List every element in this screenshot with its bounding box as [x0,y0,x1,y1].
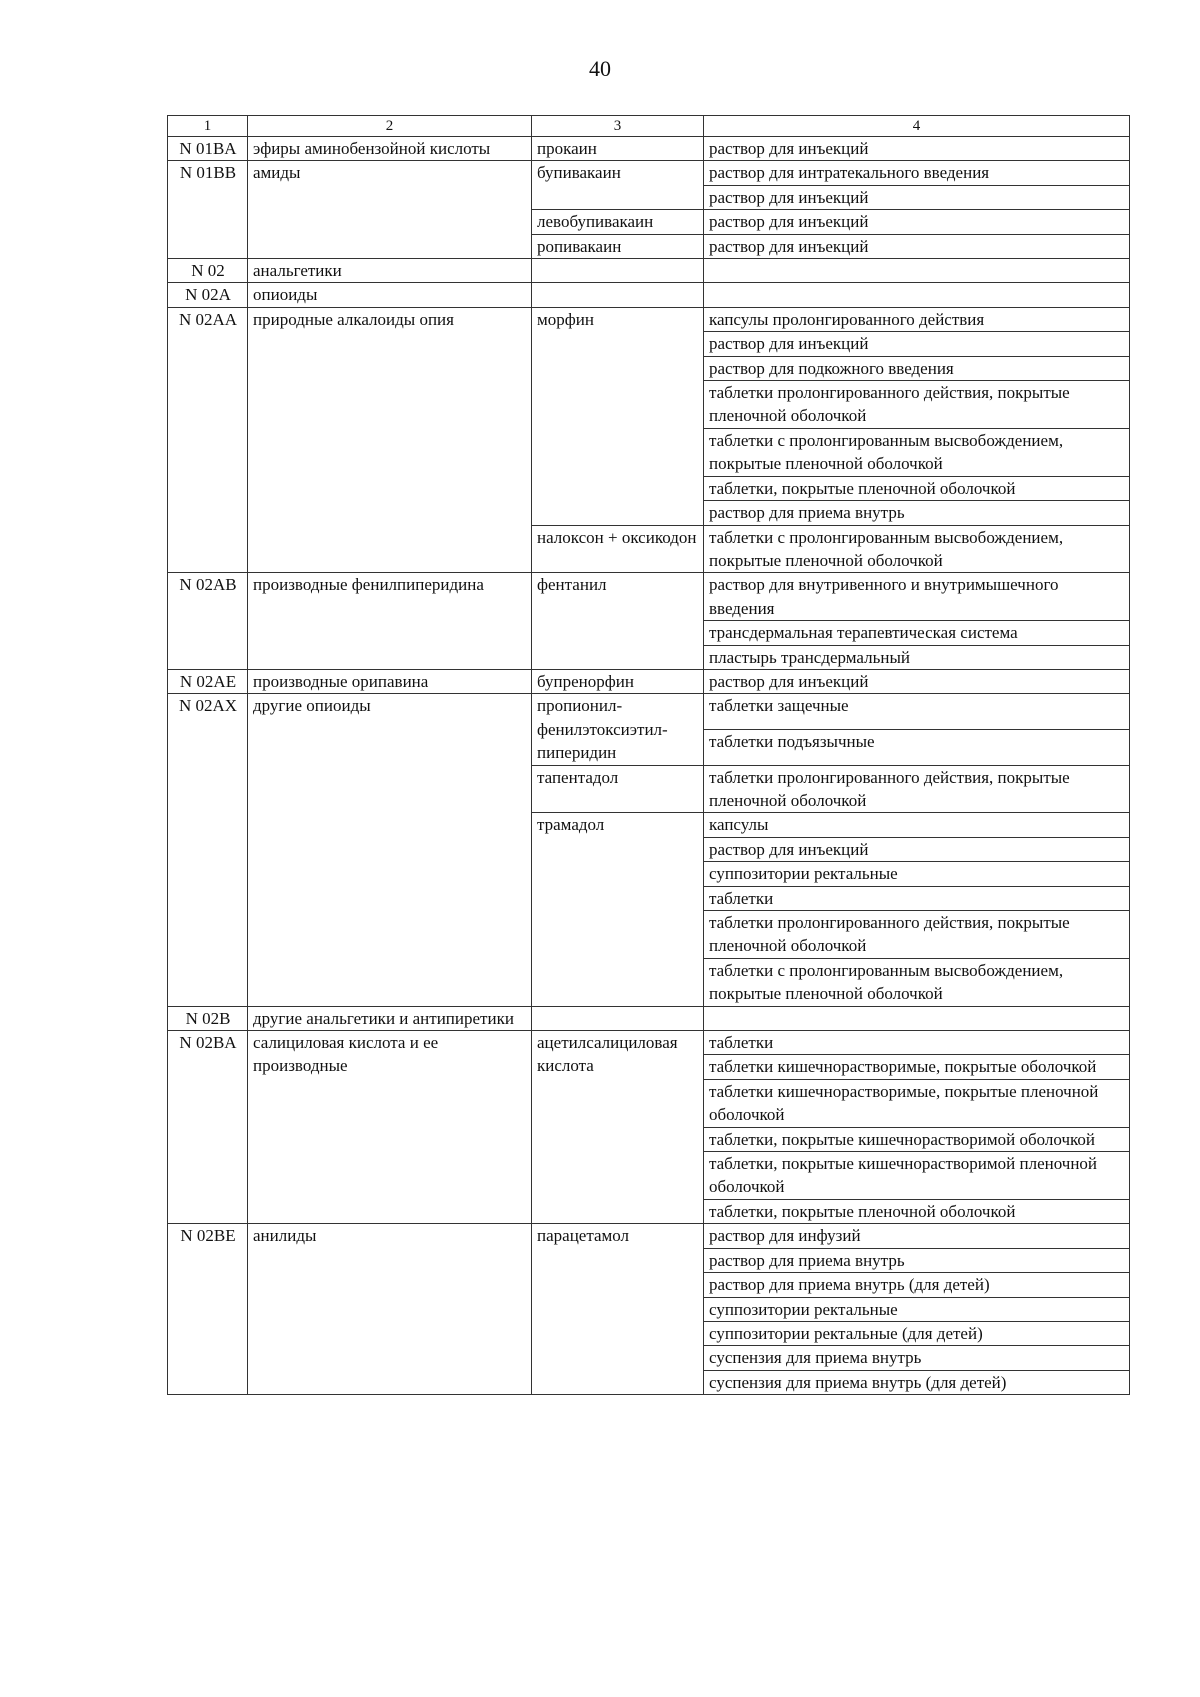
dosage-form-cell: таблетки [704,886,1130,910]
dosage-form-cell: раствор для инфузий [704,1224,1130,1248]
dosage-form-cell: таблетки подъязычные [704,729,1130,765]
atc-code-cell: N 01BA [168,137,248,161]
atc-code-cell: N 02BA [168,1031,248,1224]
header-row [168,116,1130,137]
drug-table [167,115,1130,1395]
dosage-form-cell: капсулы пролонгированного действия [704,307,1130,331]
dosage-form-cell: раствор для инъекций [704,185,1130,209]
dosage-form-cell: раствор для инъекций [704,332,1130,356]
table-row [168,1006,1130,1030]
group-name-cell: эфиры аминобензойной кислоты [248,137,532,161]
drug-name-cell: тапентадол [532,765,704,813]
dosage-form-cell: суппозитории ректальные [704,862,1130,886]
table-row [168,573,1130,621]
atc-code-cell: N 02A [168,283,248,307]
group-name-cell: салициловая кислота и ее производные [248,1031,532,1224]
drug-name-cell [532,1006,704,1030]
table-row [168,283,1130,307]
dosage-form-cell: раствор для приема внутрь [704,1248,1130,1272]
drug-name-cell: пропионил-фенилэтоксиэтил-пиперидин [532,694,704,765]
drug-name-cell: налоксон + оксикодон [532,525,704,573]
table-row [168,161,1130,185]
table-row [168,137,1130,161]
dosage-form-cell: таблетки с пролонгированным высвобождением, покрытые пленочной оболочкой [704,428,1130,476]
atc-code-cell: N 01BB [168,161,248,259]
group-name-cell: анальгетики [248,259,532,283]
drug-name-cell: бупренорфин [532,669,704,693]
dosage-form-cell: раствор для внутривенного и внутримышечного введения [704,573,1130,621]
drug-name-cell: трамадол [532,813,704,1006]
dosage-form-cell: раствор для инъекций [704,669,1130,693]
group-name-cell: производные орипавина [248,669,532,693]
group-name-cell: другие анальгетики и антипиретики [248,1006,532,1030]
dosage-form-cell: раствор для инъекций [704,234,1130,258]
dosage-form-cell: суспензия для приема внутрь (для детей) [704,1370,1130,1394]
dosage-form-cell: раствор для инъекций [704,837,1130,861]
dosage-form-cell [704,259,1130,283]
dosage-form-cell: таблетки с пролонгированным высвобождением, покрытые пленочной оболочкой [704,525,1130,573]
atc-code-cell: N 02AA [168,307,248,572]
dosage-form-cell [704,283,1130,307]
column-header: 4 [704,116,1130,137]
dosage-form-cell: таблетки, покрытые пленочной оболочкой [704,476,1130,500]
dosage-form-cell: раствор для приема внутрь (для детей) [704,1273,1130,1297]
atc-code-cell: N 02AE [168,669,248,693]
dosage-form-cell: суспензия для приема внутрь [704,1346,1130,1370]
dosage-form-cell: раствор для инъекций [704,137,1130,161]
dosage-form-cell: раствор для подкожного введения [704,356,1130,380]
group-name-cell: другие опиоиды [248,694,532,1006]
dosage-form-cell: раствор для приема внутрь [704,501,1130,525]
dosage-form-cell: раствор для интратекального введения [704,161,1130,185]
dosage-form-cell: таблетки кишечнорастворимые, покрытые оболочкой [704,1055,1130,1079]
group-name-cell: опиоиды [248,283,532,307]
atc-code-cell: N 02BE [168,1224,248,1395]
table-row [168,669,1130,693]
drug-name-cell: левобупивакаин [532,210,704,234]
dosage-form-cell: пластырь трансдермальный [704,645,1130,669]
drug-name-cell [532,259,704,283]
dosage-form-cell: таблетки пролонгированного действия, покрытые пленочной оболочкой [704,381,1130,429]
table-row [168,1224,1130,1248]
drug-name-cell: прокаин [532,137,704,161]
drug-name-cell: ропивакаин [532,234,704,258]
dosage-form-cell: трансдермальная терапевтическая система [704,621,1130,645]
dosage-form-cell: таблетки, покрытые кишечнорастворимой пленочной оболочкой [704,1152,1130,1200]
drug-name-cell: фентанил [532,573,704,670]
dosage-form-cell: суппозитории ректальные [704,1297,1130,1321]
page-number: 40 [589,56,611,81]
dosage-form-cell: таблетки, покрытые кишечнорастворимой оболочкой [704,1127,1130,1151]
column-header: 3 [532,116,704,137]
atc-code-cell: N 02AB [168,573,248,670]
drug-name-cell: бупивакаин [532,161,704,210]
dosage-form-cell: таблетки с пролонгированным высвобождением, покрытые пленочной оболочкой [704,958,1130,1006]
group-name-cell: амиды [248,161,532,259]
drug-name-cell [532,283,704,307]
dosage-form-cell: таблетки защечные [704,694,1130,730]
drug-name-cell: морфин [532,307,704,525]
dosage-form-cell [704,1006,1130,1030]
drug-name-cell: парацетамол [532,1224,704,1395]
column-header: 1 [168,116,248,137]
table-body [168,116,1130,1395]
atc-code-cell: N 02B [168,1006,248,1030]
column-header: 2 [248,116,532,137]
table-row [168,1031,1130,1055]
dosage-form-cell: раствор для инъекций [704,210,1130,234]
table-row [168,694,1130,730]
dosage-form-cell: таблетки пролонгированного действия, покрытые пленочной оболочкой [704,765,1130,813]
dosage-form-cell: таблетки [704,1031,1130,1055]
drug-name-cell: ацетилсалициловая кислота [532,1031,704,1224]
atc-code-cell: N 02AX [168,694,248,1006]
table-row [168,259,1130,283]
dosage-form-cell: суппозитории ректальные (для детей) [704,1321,1130,1345]
dosage-form-cell: таблетки пролонгированного действия, покрытые пленочной оболочкой [704,911,1130,959]
dosage-form-cell: капсулы [704,813,1130,837]
group-name-cell: анилиды [248,1224,532,1395]
table-row [168,307,1130,331]
dosage-form-cell: таблетки, покрытые пленочной оболочкой [704,1199,1130,1223]
group-name-cell: природные алкалоиды опия [248,307,532,572]
atc-code-cell: N 02 [168,259,248,283]
group-name-cell: производные фенилпиперидина [248,573,532,670]
dosage-form-cell: таблетки кишечнорастворимые, покрытые пленочной оболочкой [704,1079,1130,1127]
